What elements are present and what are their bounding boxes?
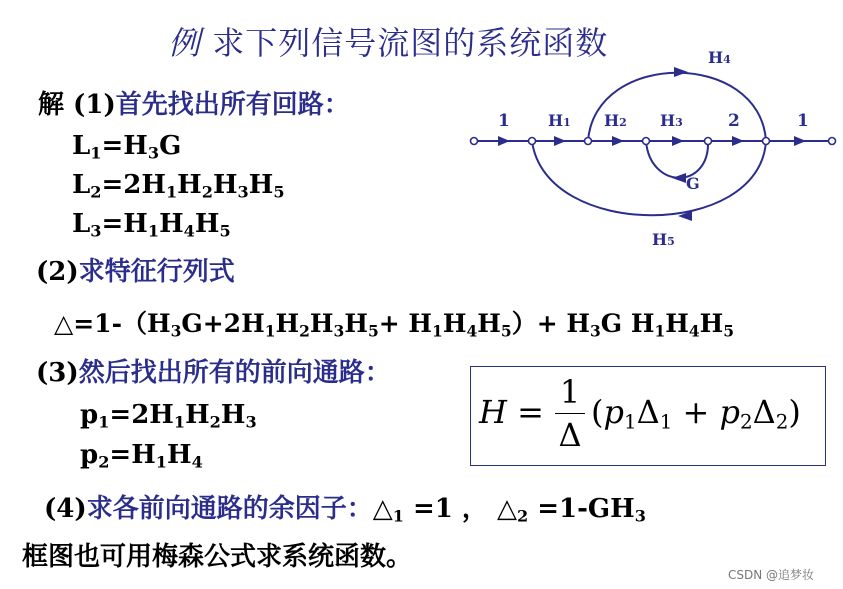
branch-label-h4: H4 <box>708 48 731 67</box>
title-text: 求下列信号流图的系统函数 <box>212 24 609 62</box>
step3-heading <box>36 352 391 389</box>
loop-1 <box>72 131 181 161</box>
branch-label-h1: H1 <box>548 111 571 130</box>
loop-1-sub: 1 <box>90 143 102 163</box>
step2-number: (2) <box>36 257 79 287</box>
loop-1-lhs: L <box>72 131 91 161</box>
mason-numerator: 1 <box>559 373 581 411</box>
loop-1-rhs: $=H_3G$ <box>101 131 182 163</box>
step2-text: 求特征行列式 <box>78 257 235 287</box>
branch-label-1: 1 <box>498 111 510 131</box>
step1-heading <box>38 84 350 121</box>
branch-label-1b: 1 <box>797 111 809 131</box>
loop-2 <box>72 170 285 200</box>
loop-3-rhs: $=H_1H_4H_5$ <box>101 209 231 241</box>
h4-arrow <box>674 67 688 77</box>
g-branch <box>646 141 708 178</box>
mason-denominator: Δ <box>558 416 582 454</box>
step3-text: 然后找出所有的前向通路： <box>78 358 391 388</box>
loop-3 <box>72 209 231 239</box>
loop-2-rhs: $=2H_1H_2H_3H_5$ <box>101 170 285 202</box>
title-prefix: 例 <box>168 24 202 62</box>
loop-2-lhs: L <box>72 170 91 200</box>
step2-heading <box>36 251 235 288</box>
mason-formula-box <box>470 366 826 466</box>
g-arrow <box>672 173 686 183</box>
path-2: $p_2=H_1H_4$ <box>80 440 203 472</box>
step4-number: (4) <box>44 494 87 524</box>
conclusion-text: 框图也可用梅森公式求系统函数。 <box>22 542 413 572</box>
step4-text: 求各前向通路的余因子： <box>86 494 373 524</box>
fraction-bar <box>555 413 585 414</box>
branch-label-h3: H3 <box>660 111 683 130</box>
loop-2-sub: 2 <box>90 182 102 202</box>
step4-heading <box>44 488 646 525</box>
branch-label-2: 2 <box>728 111 740 131</box>
branch-label-g: G <box>686 174 700 193</box>
loop-3-sub: 3 <box>90 221 102 241</box>
step1-number: 解 (1) <box>38 90 116 120</box>
branch-label-h2: H2 <box>604 111 627 130</box>
mason-rhs: $(p_1\Delta_1 + p_2\Delta_2)$ <box>591 393 801 434</box>
mason-lhs: H = <box>479 393 544 431</box>
signal-flow-graph <box>460 40 840 255</box>
determinant-formula: $\triangle=1-(H_3G+2H_1H_2H_3H_5+ H_1H_4H_5)+ H_3G$ $H_1H_4H_5$ <box>54 309 735 341</box>
mason-fraction <box>555 373 585 454</box>
step3-number: (3) <box>36 358 79 388</box>
cofactors: $\triangle_1 =1$ ， $\triangle_2 =1-GH_3$ <box>372 494 646 526</box>
loop-3-lhs: L <box>72 209 91 239</box>
branch-label-h5: H5 <box>652 230 675 249</box>
path-1: $p_1=2H_1H_2H_3$ <box>80 400 257 432</box>
step1-text: 首先找出所有回路： <box>115 90 350 120</box>
watermark: CSDN @追梦妆 <box>728 568 815 582</box>
